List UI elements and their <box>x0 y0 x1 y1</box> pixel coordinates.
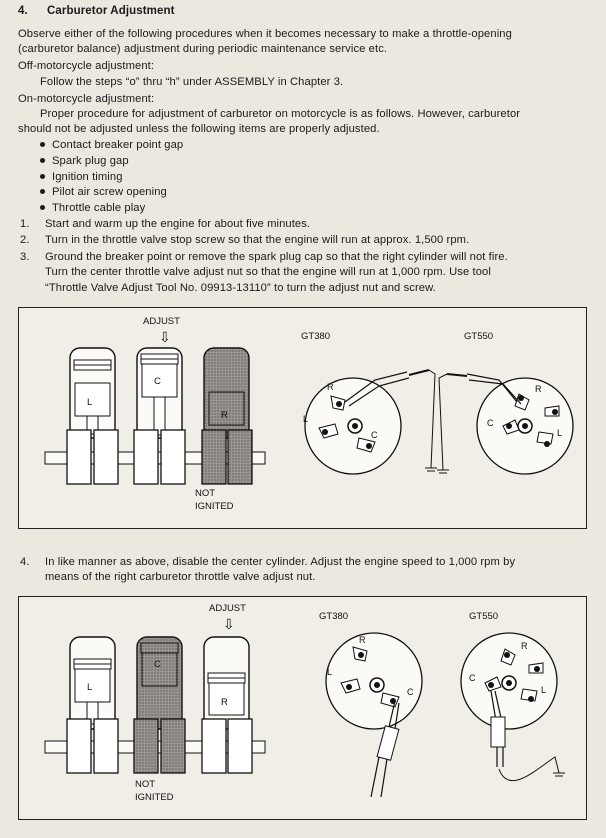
adjust-label: ADJUST <box>209 603 246 614</box>
dial-label-r: R <box>535 384 542 394</box>
cylinder-left <box>70 637 115 729</box>
intro-line-2: (carburetor balance) adjustment during periodic maintenance service etc. <box>18 43 388 55</box>
step-number: 1. <box>20 218 30 230</box>
cylinder-label-r: R <box>221 697 228 708</box>
dial-label-c: C <box>469 673 476 683</box>
off-motorcycle-heading: Off-motorcycle adjustment: <box>18 60 155 72</box>
step-text: In like manner as above, disable the center cylinder. Adjust the engine speed to 1,000 rpm by <box>45 556 516 568</box>
adjust-label: ADJUST <box>143 316 180 327</box>
checklist-item <box>40 170 123 184</box>
figure-1-right-cylinder-disabled <box>18 307 587 529</box>
cylinder-label-l: L <box>87 397 93 408</box>
figure-2-drawing <box>19 597 586 819</box>
dial-label-r: R <box>359 635 366 645</box>
cylinder-label-r: R <box>221 410 228 421</box>
dial-label-l: L <box>557 428 563 438</box>
not-ignited-label-line-1: NOT <box>195 488 216 499</box>
figure-2-center-cylinder-disabled <box>18 596 587 820</box>
on-motorcycle-heading: On-motorcycle adjustment: <box>18 93 155 105</box>
bullet-icon <box>40 158 45 163</box>
cylinder-center <box>137 348 182 438</box>
cylinder-right-disabled <box>204 348 249 438</box>
step-number: 3. <box>20 251 30 263</box>
bullet-icon <box>40 142 45 147</box>
adjust-arrow-icon: ⇩ <box>223 616 235 632</box>
checklist-item <box>40 138 183 152</box>
not-ignited-label-line-1: NOT <box>135 779 156 790</box>
section-title: Carburetor Adjustment <box>47 5 175 17</box>
checklist-item <box>40 154 129 168</box>
step-text: Ground the breaker point or remove the spark plug cap so that the right cylinder will not fire. <box>45 251 508 263</box>
model-label-gt550: GT550 <box>469 611 499 622</box>
not-ignited-label-line-2: IGNITED <box>195 501 234 512</box>
checklist-item-label: Throttle cable play <box>52 202 146 214</box>
step-number: 2. <box>20 234 30 246</box>
dial-label-c: C <box>487 418 494 428</box>
step-text: Turn the center throttle valve adjust nut so that the engine will run at 1,000 rpm. Use tool <box>45 266 491 278</box>
checklist-item <box>40 201 145 215</box>
on-motorcycle-line-2: should not be adjusted unless the following items are properly adjusted. <box>18 123 380 135</box>
intro-line-1: Observe either of the following procedures when it becomes necessary to make a throttle-opening <box>18 28 512 40</box>
dial-label-l: L <box>303 414 309 424</box>
section-number: 4. <box>18 5 28 17</box>
crankshaft <box>45 430 265 484</box>
model-label-gt550: GT550 <box>464 331 494 342</box>
cylinder-label-l: L <box>87 682 93 693</box>
cylinder-label-c: C <box>154 659 161 670</box>
figure-1-drawing <box>19 308 586 528</box>
checklist-item-label: Ignition timing <box>52 171 123 183</box>
model-label-gt380: GT380 <box>319 611 349 622</box>
breaker-plate-gt550 <box>437 374 573 474</box>
cylinder-label-c: C <box>154 376 161 387</box>
cylinder-right <box>204 637 249 729</box>
on-motorcycle-line-1: Proper procedure for adjustment of carburetor on motorcycle is as follows. However, carburetor <box>40 108 521 120</box>
step-text: means of the right carburetor throttle valve adjust nut. <box>45 571 316 583</box>
dial-label-c: C <box>371 430 378 440</box>
bullet-icon <box>40 174 45 179</box>
step-text: “Throttle Valve Adjust Tool No. 09913-13110” to turn the adjust nut and screw. <box>45 282 436 294</box>
checklist-item-label: Pilot air screw opening <box>52 186 167 198</box>
crankshaft <box>45 719 265 773</box>
checklist-item-label: Contact breaker point gap <box>52 139 184 151</box>
step-text: Start and warm up the engine for about five minutes. <box>45 218 311 230</box>
dial-label-l: L <box>327 667 333 677</box>
step-text: Turn in the throttle valve stop screw so that the engine will run at approx. 1,500 rpm. <box>45 234 470 246</box>
breaker-plate-gt380 <box>303 370 437 474</box>
off-motorcycle-text: Follow the steps “o” thru “h” under ASSEMBLY in Chapter 3. <box>40 76 344 88</box>
bullet-icon <box>40 205 45 210</box>
dial-label-l: L <box>541 685 547 695</box>
model-label-gt380: GT380 <box>301 331 331 342</box>
cylinder-left <box>70 348 115 438</box>
step-number: 4. <box>20 556 30 568</box>
adjust-arrow-icon: ⇩ <box>159 329 171 345</box>
checklist-item <box>40 185 167 199</box>
dial-label-r: R <box>521 641 528 651</box>
breaker-plate-gt550 <box>461 633 565 781</box>
checklist-item-label: Spark plug gap <box>52 155 129 167</box>
cylinder-center-disabled <box>137 637 182 729</box>
not-ignited-label-line-2: IGNITED <box>135 792 174 803</box>
bullet-icon <box>40 189 45 194</box>
breaker-plate-gt380 <box>326 633 422 797</box>
dial-label-c: C <box>407 687 414 697</box>
dial-label-r: R <box>327 382 334 392</box>
